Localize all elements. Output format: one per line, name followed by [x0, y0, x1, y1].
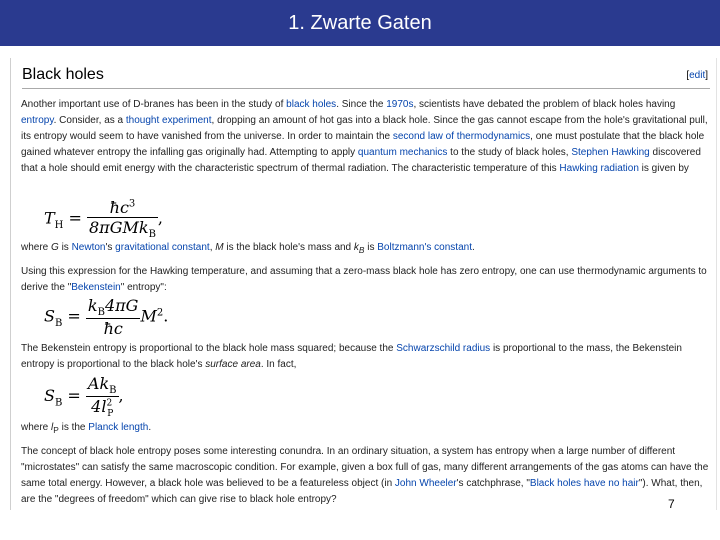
subscript: P	[53, 425, 59, 435]
section-heading: Black holes	[22, 66, 104, 83]
text-run: . In fact,	[260, 359, 297, 370]
inline-link[interactable]: Newton	[71, 242, 106, 253]
text-run: is proportional to the mass, the Bekenstein entropy is proportional to the black hole's	[21, 343, 682, 370]
inline-link[interactable]: John Wheeler	[394, 478, 457, 489]
text-run: 's catchphrase, "	[456, 478, 530, 489]
text-run: k	[353, 242, 359, 253]
paragraph-5	[21, 420, 711, 438]
eq3-equals: =	[67, 386, 81, 406]
eq2-lhs: S	[44, 306, 55, 326]
text-run: . Consider, as a	[53, 115, 126, 126]
eq2-fraction	[86, 296, 141, 338]
text-run: is the black hole's mass and	[223, 242, 354, 253]
text-run: G	[51, 242, 59, 253]
eq2-tail: M	[140, 306, 157, 326]
slide-title: 1. Zwarte Gaten	[0, 0, 720, 46]
text-run: . Since the	[336, 99, 387, 110]
eq3-lhs-sub: B	[54, 397, 63, 409]
edit-link[interactable]: edit	[689, 70, 706, 81]
eq3-denominator-sup: 2	[106, 398, 113, 409]
text-run: ,	[209, 242, 216, 253]
paragraph-2	[21, 240, 711, 258]
text-run: The Bekenstein entropy is proportional to the black hole mass squared; because the	[21, 343, 397, 354]
eq1-lhs-sub: H	[54, 219, 64, 231]
text-run: Another important use of D-branes has been in the study of	[21, 99, 287, 110]
paragraph-1	[21, 97, 711, 177]
paragraph-4	[21, 341, 711, 373]
text-run: is	[364, 242, 378, 253]
text-run: .	[472, 242, 475, 253]
text-run: Using this expression for the Hawking temperature, and assuming that a zero-mass black hole has zero entropy, one can use thermodynamic arguments to derive the "	[21, 266, 707, 293]
inline-link[interactable]: Bekenstein	[71, 282, 121, 293]
eq1-equals: =	[68, 208, 82, 228]
eq3-tail: ,	[118, 386, 124, 406]
text-run: "). What, then, are the "degrees of freedom" which can give rise to black hole entropy?	[21, 478, 703, 505]
eq1-denominator: 8πGMk	[89, 218, 149, 237]
eq3-denominator-sub: P	[107, 409, 114, 420]
inline-link[interactable]: thought experiment	[125, 115, 212, 126]
eq1-lhs: T	[44, 208, 55, 228]
text-run: where	[21, 422, 52, 433]
eq1-tail: ,	[157, 208, 164, 228]
text-run: , dropping an amount of hot gas into a black hole. Since the gas cannot escape from the hole's gravitational pull, its entropy would seem to have vanished from the universe. In order to maintain the	[21, 115, 708, 142]
text-run: discovered that a hole should emit energy with the characteristic spectrum of thermal radiation. The characteristic temperature of this	[21, 147, 701, 174]
eq2-tail-end: .	[163, 306, 169, 326]
text-run: to the study of black holes,	[447, 147, 572, 158]
eq2-tail-sup: 2	[156, 307, 164, 319]
eq1-fraction	[87, 198, 158, 240]
inline-link[interactable]: 1970s	[386, 99, 414, 110]
eq2-lhs-sub: B	[54, 317, 63, 329]
edit-bracket-open: [	[686, 70, 690, 81]
inline-link[interactable]: entropy	[21, 115, 54, 126]
eq1-numerator-sup: 3	[128, 198, 136, 210]
text-run: , scientists have debated the problem of black holes having	[413, 99, 676, 110]
inline-link[interactable]: Boltzmann's constant	[377, 242, 472, 253]
paragraph-3	[21, 264, 711, 296]
eq2-denominator: ħc	[103, 319, 123, 339]
inline-link[interactable]: Hawking radiation	[559, 163, 639, 174]
eq2-numerator-rest: 4πG	[104, 296, 139, 315]
text-run: where	[21, 242, 52, 253]
equation-bekenstein-entropy	[44, 296, 168, 338]
inline-link[interactable]: quantum mechanics	[357, 147, 448, 158]
text-run: .	[148, 422, 152, 433]
edit-section	[686, 70, 708, 81]
text-run: surface area	[205, 359, 261, 370]
inline-link[interactable]: Planck length	[88, 422, 149, 433]
text-run: M	[215, 242, 224, 253]
subscript: B	[358, 245, 365, 255]
text-run: l	[51, 422, 54, 433]
eq3-denominator: 4l	[91, 397, 107, 417]
inline-link[interactable]: second law of thermodynamics	[392, 131, 531, 142]
inline-link[interactable]: gravitational constant	[115, 242, 210, 253]
equation-entropy-area	[44, 374, 124, 419]
eq2-numerator-sub: B	[97, 307, 105, 319]
page-number: 7	[668, 497, 675, 511]
inline-link[interactable]: Black holes have no hair	[529, 478, 639, 489]
inline-link[interactable]: black holes	[286, 99, 337, 110]
eq1-denominator-sub: B	[148, 229, 156, 241]
text-run: , one must postulate that the black hole gained whatever entropy the infalling gas originally had. Attempting to apply	[21, 131, 705, 158]
text-run: is given by	[638, 163, 689, 174]
inline-link[interactable]: Stephen Hawking	[571, 147, 650, 158]
eq3-numerator-sub: B	[109, 385, 117, 397]
inline-link[interactable]: Schwarzschild radius	[396, 343, 491, 354]
text-run: is the	[58, 422, 89, 433]
eq2-equals: =	[67, 306, 81, 326]
text-run: " entropy":	[120, 282, 167, 293]
text-run: is	[58, 242, 72, 253]
paragraph-6	[21, 444, 711, 508]
heading-divider	[22, 88, 710, 89]
text-run: The concept of black hole entropy poses some interesting conundra. In an ordinary situation, a system has entropy when a large number of different "microstates" can satisfy the same macroscopic condition. For example, given a box full of gas, many different arrangements of the gas atoms can have the same total energy. However, a black hole was believed to be a featureless object (in	[21, 446, 709, 489]
eq3-numerator: Ak	[87, 374, 110, 393]
eq1-numerator: ħc	[109, 198, 129, 217]
eq3-lhs: S	[44, 386, 55, 406]
eq3-fraction	[86, 374, 119, 419]
edit-bracket-close: ]	[705, 70, 708, 81]
equation-hawking-temperature	[44, 198, 163, 240]
eq2-numerator: k	[87, 296, 98, 315]
wiki-screenshot	[10, 58, 717, 510]
text-run: 's	[105, 242, 116, 253]
